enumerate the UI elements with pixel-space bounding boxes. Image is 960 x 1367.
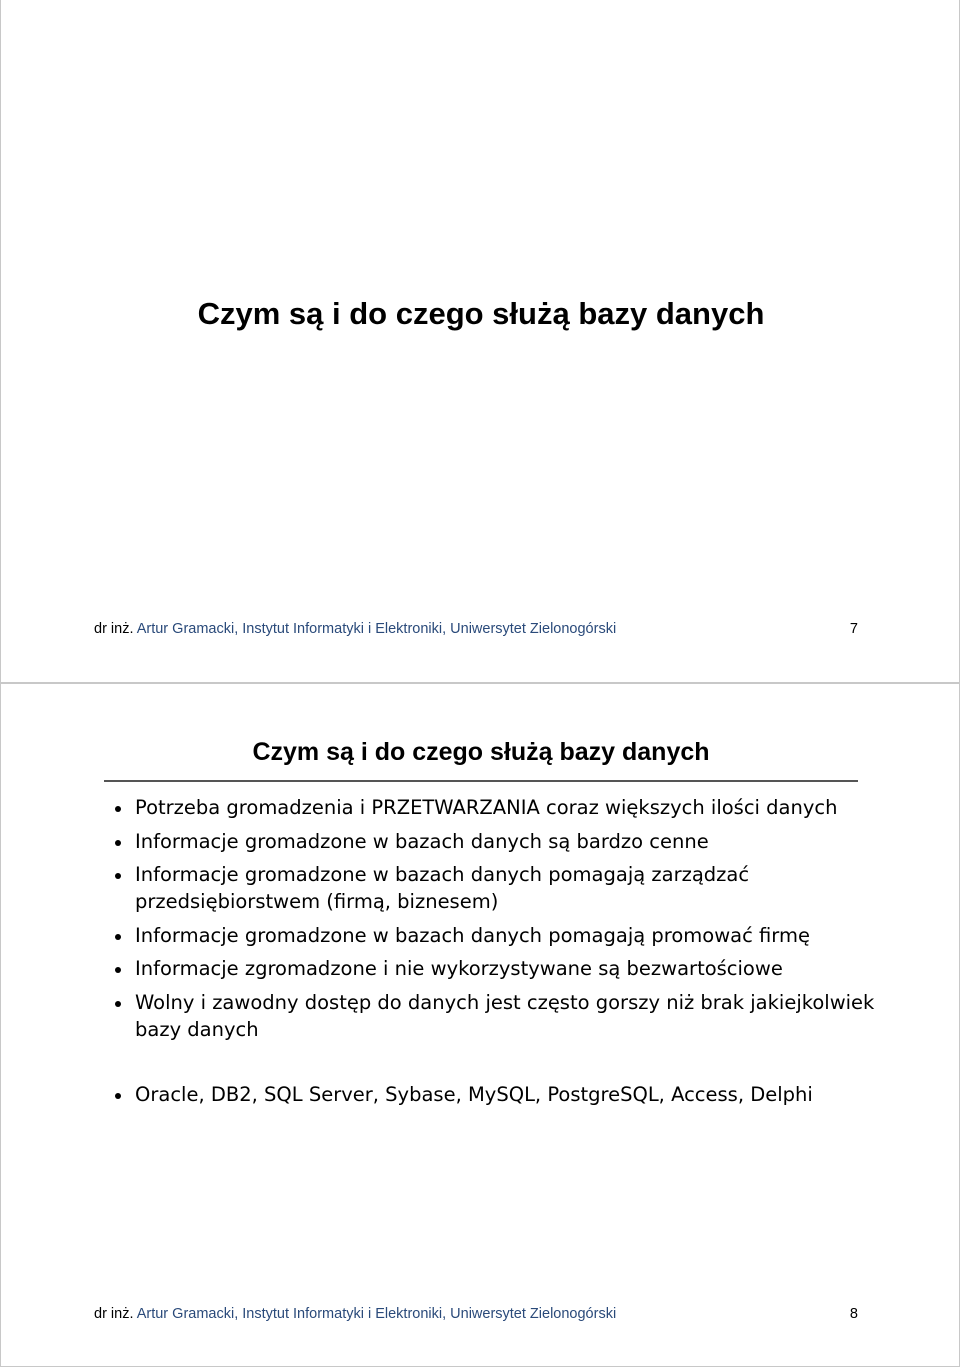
slide-footer [94, 621, 616, 637]
footer-author: Artur Gramacki, Instytut Informatyki i Elektroniki, Uniwersytet Zielonogórski [136, 1306, 617, 1322]
bullet-item: Informacje gromadzone w bazach danych pomagają zarządzać przedsiębiorstwem (firmą, biznesem) [115, 861, 875, 915]
page-number: 7 [849, 621, 858, 637]
slide-footer [94, 1306, 616, 1322]
bullet-item: Wolny i zawodny dostęp do danych jest często gorszy niż brak jakiejkolwiek bazy danych [115, 989, 875, 1043]
bullet-item: Informacje gromadzone w bazach danych pomagają promować firmę [115, 922, 875, 949]
slide-8 [0, 683, 960, 1367]
title-divider [104, 780, 858, 782]
footer-prefix: dr inż. [94, 1306, 137, 1322]
bullet-item: Potrzeba gromadzenia i PRZETWARZANIA coraz większych ilości danych [115, 794, 875, 821]
bullet-item: Informacje gromadzone w bazach danych są bardzo cenne [115, 828, 875, 855]
slide-title: Czym są i do czego służą bazy danych [252, 738, 710, 766]
slide-7 [0, 0, 960, 683]
bullet-item: Oracle, DB2, SQL Server, Sybase, MySQL, PostgreSQL, Access, Delphi [115, 1081, 875, 1108]
footer-author: Artur Gramacki, Instytut Informatyki i Elektroniki, Uniwersytet Zielonogórski [136, 621, 617, 637]
bullet-list [115, 794, 875, 1114]
bullet-item: Informacje zgromadzone i nie wykorzystywane są bezwartościowe [115, 955, 875, 982]
slide-title: Czym są i do czego służą bazy danych [197, 296, 765, 331]
footer-prefix: dr inż. [94, 621, 137, 637]
page-number: 8 [849, 1306, 858, 1322]
